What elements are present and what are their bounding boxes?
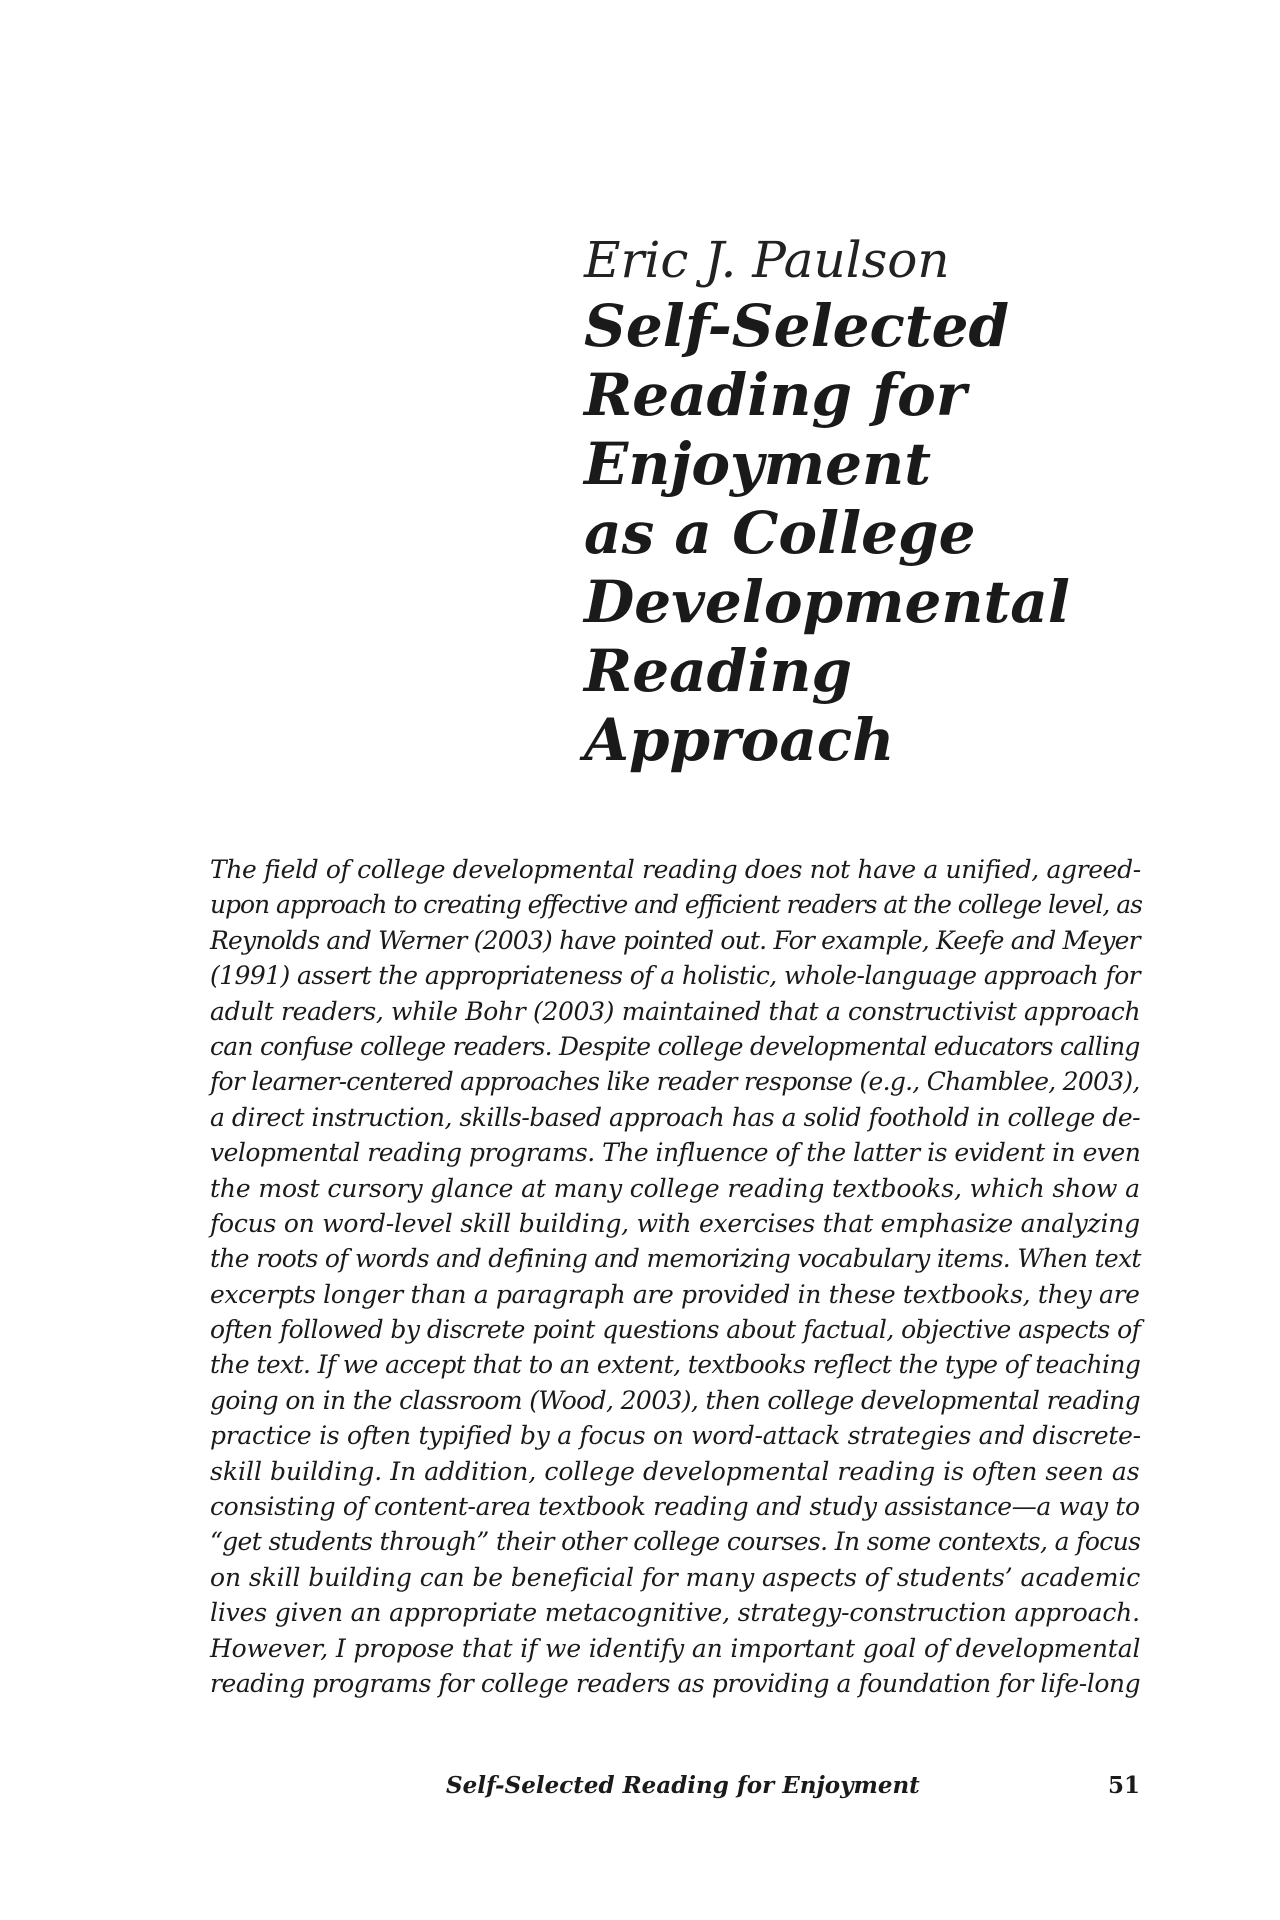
body-line: Reynolds and Werner (2003) have pointed out. For example, Keefe and Meyer	[210, 925, 1140, 955]
abstract-paragraph	[210, 852, 1140, 1701]
title-line: Reading for	[584, 361, 967, 429]
body-line: lives given an appropriate metacognitive, strategy-construction approach.	[210, 1598, 1140, 1628]
title-line: Reading	[584, 637, 852, 705]
body-line: the most cursory glance at many college reading textbooks, which show a	[210, 1173, 1140, 1203]
author-name: Eric J. Paulson	[584, 231, 950, 289]
body-line: often followed by discrete point questions about factual, objective aspects of	[210, 1315, 1141, 1345]
running-head: Self-Selected Reading for Enjoyment	[446, 1772, 920, 1799]
body-line: for learner-centered approaches like reader response (e.g., Chamblee, 2003),	[210, 1067, 1140, 1097]
body-line: the text. If we accept that to an extent, textbooks reflect the type of teaching	[210, 1350, 1141, 1380]
body-line: the roots of words and defining and memorizing vocabulary items. When text	[210, 1244, 1141, 1274]
body-line: on skill building can be beneficial for many aspects of students’ academic	[210, 1562, 1141, 1592]
title-block	[584, 228, 1144, 775]
body-line: consisting of content-area textbook reading and study assistance—a way to	[210, 1492, 1140, 1522]
body-line: The field of college developmental reading does not have a unified, agreed-	[210, 855, 1141, 884]
body-line: However, I propose that if we identify an important goal of developmental	[210, 1633, 1141, 1663]
body-line: skill building. In addition, college developmental reading is often seen as	[210, 1456, 1140, 1486]
body-line: “get students through” their other college courses. In some contexts, a focus	[210, 1527, 1141, 1557]
body-line: can confuse college readers. Despite college developmental educators calling	[210, 1031, 1140, 1061]
body-line: excerpts longer than a paragraph are provided in these textbooks, they are	[210, 1279, 1140, 1309]
page-number: 51	[1107, 1772, 1140, 1799]
body-line: going on in the classroom (Wood, 2003), then college developmental reading	[210, 1385, 1140, 1415]
body-line: a direct instruction, skills-based approach has a solid foothold in college de-	[210, 1102, 1141, 1132]
title-line: Developmental	[584, 568, 1070, 636]
title-line: Enjoyment	[584, 430, 931, 498]
article-title	[584, 292, 1144, 775]
body-line: reading programs for college readers as providing a foundation for life-long	[210, 1668, 1141, 1698]
page-footer	[210, 1772, 1140, 1808]
body-line: (1991) assert the appropriateness of a holistic, whole-language approach for	[210, 961, 1141, 991]
body-line: focus on word-level skill building, with exercises that emphasize analyzing	[210, 1208, 1140, 1238]
title-line: Approach	[584, 706, 895, 774]
body-line: adult readers, while Bohr (2003) maintained that a constructivist approach	[210, 996, 1141, 1026]
body-line: practice is often typified by a focus on word-attack strategies and discrete-	[210, 1421, 1141, 1451]
title-line: Self-Selected	[584, 292, 1010, 360]
body-line: upon approach to creating effective and efficient readers at the college level, as	[210, 890, 1142, 920]
body-line: velopmental reading programs. The influence of the latter is evident in even	[210, 1138, 1141, 1168]
title-line: as a College	[584, 499, 976, 567]
